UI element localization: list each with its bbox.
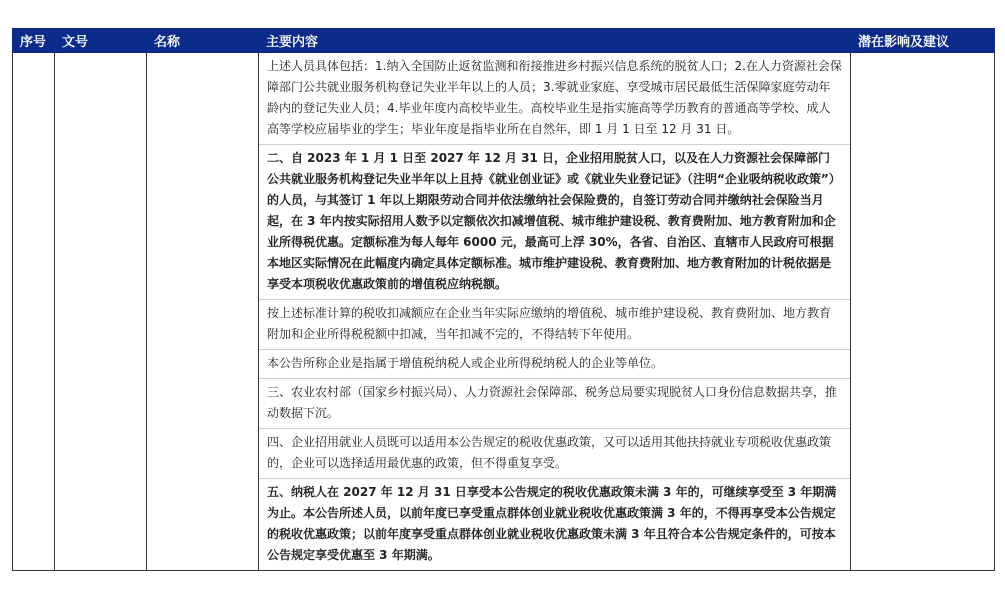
header-content: 主要内容: [259, 29, 851, 53]
cell-seq: [13, 53, 55, 571]
content-paragraph: 三、农业农村部（国家乡村振兴局）、人力资源社会保障部、税务总局要实现脱贫人口身份信息数据共享，推动数据下沉。: [259, 379, 850, 429]
header-impact: 潜在影响及建议: [851, 29, 995, 53]
content-paragraph: 按上述标准计算的税收扣减额应在企业当年实际应缴纳的增值税、城市维护建设税、教育费附加、地方教育附加和企业所得税税额中扣减，当年扣减不完的，不得结转下年使用。: [259, 300, 850, 350]
content-paragraph-bold: 五、纳税人在 2027 年 12 月 31 日享受本公告规定的税收优惠政策未满 3 年的，可继续享受至 3 年期满为止。本公告所述人员，以前年度已享受重点群体创业就业税收优惠政策满 3 年的，不得再享受本公告规定的税收优惠政策；以前年度享受重点群体创业就业税收优惠政策未满 3 年且符合本公告规定条件的，可按本公告规定享受优惠至 3 年期满。: [267, 485, 837, 562]
table-row: [13, 53, 995, 571]
document-table: [12, 28, 995, 571]
header-row: [13, 29, 995, 53]
header-doc-no: 文号: [55, 29, 147, 53]
cell-impact: [851, 53, 995, 571]
cell-content: [259, 53, 851, 571]
content-paragraph: 四、企业招用就业人员既可以适用本公告规定的税收优惠政策，又可以适用其他扶持就业专项税收优惠政策的，企业可以选择适用最优惠的政策，但不得重复享受。: [259, 429, 850, 479]
content-paragraph: 本公告所称企业是指属于增值税纳税人或企业所得税纳税人的企业等单位。: [259, 350, 850, 379]
content-paragraph-bold: 二、自 2023 年 1 月 1 日至 2027 年 12 月 31 日，企业招用脱贫人口，以及在人力资源社会保障部门公共就业服务机构登记失业半年以上且持《就业创业证》或《就业失业登记证》（注明“企业吸纳税收政策”）的人员，与其签订 1 年以上期限劳动合同并依法缴纳社会保险费的，自签订劳动合同并缴纳社会保险当月起，在 3 年内按实际招用人数予以定额依次扣减增值税、城市维护建设税、教育费附加、地方教育附加和企业所得税优惠。定额标准为每人每年 6000 元，最高可上浮 30%，各省、自治区、直辖市人民政府可根据本地区实际情况在此幅度内确定具体定额标准。城市维护建设税、教育费附加、地方教育附加的计税依据是享受本项税收优惠政策前的增值税应纳税额。: [259, 145, 850, 300]
content-paragraph: 上述人员具体包括：1.纳入全国防止返贫监测和衔接推进乡村振兴信息系统的脱贫人口；2.在人力资源社会保障部门公共就业服务机构登记失业半年以上的人员；3.零就业家庭、享受城市居民最低生活保障家庭劳动年龄内的登记失业人员；4.毕业年度内高校毕业生。高校毕业生是指实施高等学历教育的普通高等学校、成人高等学校应届毕业的学生；毕业年度是指毕业所在自然年，即 1 月 1 日至 12 月 31 日。: [259, 53, 850, 145]
header-name: 名称: [147, 29, 259, 53]
cell-doc-no: [55, 53, 147, 571]
header-seq: 序号: [13, 29, 55, 53]
cell-name: [147, 53, 259, 571]
